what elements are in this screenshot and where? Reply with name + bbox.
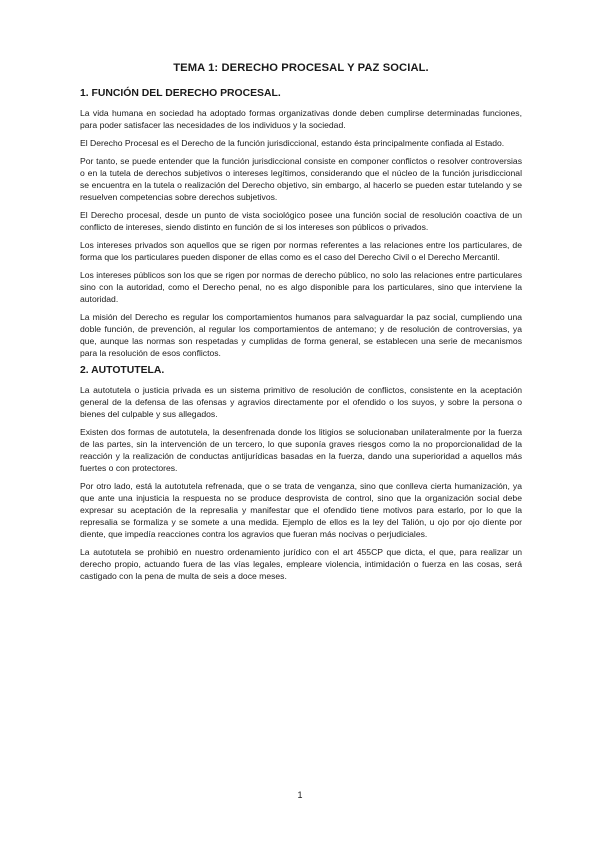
document-title: TEMA 1: DERECHO PROCESAL Y PAZ SOCIAL. (173, 62, 429, 74)
paragraph: Por otro lado, está la autotutela refrenada, que o se trata de venganza, sino que conlleva cierta humanización, ya que ante una injusticia la respuesta no se produce desprovista de control, sino que la organización social debe expresar su aceptación de la represalia y manifestar que el ofendido tiene motivos para estarlo, por lo que la represalia se formaliza y se somete a una medida. Ejemplo de ellos es la ley del Talión, u ojo por ojo diente por diente, que impedía reacciones contra los agravios que fueran más nocivas o perjudiciales. (80, 481, 522, 539)
section-funcion-derecho-procesal (80, 88, 522, 359)
section-heading: 2. AUTOTUTELA. (80, 365, 165, 376)
paragraph: Por tanto, se puede entender que la función jurisdiccional consiste en componer conflictos o resolver controversias o en la tutela de derechos subjetivos o intereses legítimos, considerando que el núcleo de la función jurisdiccional se encuentra en la tutela o realización del Derecho objetivo, sin embargo, al hacerlo se pueden estar tutelando y se resuelven competencias sobre derechos subjetivos. (80, 156, 522, 202)
paragraph: Los intereses privados son aquellos que se rigen por normas referentes a las relaciones entre los particulares, de forma que los particulares pueden disponer de ellas como es el caso del Derecho Civil o el Derecho Mercantil. (80, 240, 522, 262)
paragraph: La misión del Derecho es regular los comportamientos humanos para salvaguardar la paz social, cumpliendo una doble función, de prevención, al regular los comportamientos de antemano; y de resolución de controversias, ya que, aunque las normas son respetadas y cumplidas de forma general, se establecen una serie de mecanismos para la resolución de esos conflictos. (80, 312, 522, 358)
section-heading: 1. FUNCIÓN DEL DERECHO PROCESAL. (80, 88, 281, 99)
page-number: 1 (297, 790, 303, 800)
document-page (80, 62, 522, 588)
paragraph: El Derecho Procesal es el Derecho de la función jurisdiccional, estando ésta principalmente confiada al Estado. (80, 138, 505, 148)
paragraph: La autotutela se prohibió en nuestro ordenamiento jurídico con el art 455CP que dicta, el que, para realizar un derecho propio, actuando fuera de las vías legales, empleare violencia, intimidación o fuerza en las cosas, será castigado con la pena de multa de seis a doce meses. (80, 547, 522, 581)
paragraph: La vida humana en sociedad ha adoptado formas organizativas donde deben cumplirse determinadas funciones, para poder satisfacer las necesidades de los individuos y la sociedad. (80, 108, 522, 130)
paragraph: La autotutela o justicia privada es un sistema primitivo de resolución de conflictos, consistente en la aceptación general de la defensa de las ofensas y agravios directamente por el ofendido o los suyos, y sobre la persona o bienes del culpable y sus allegados. (80, 385, 522, 419)
paragraph: El Derecho procesal, desde un punto de vista sociológico posee una función social de resolución coactiva de un conflicto de intereses, siendo distinto en función de si los intereses son públicos o privados. (80, 210, 522, 232)
paragraph: Los intereses públicos son los que se rigen por normas de derecho público, no solo las relaciones entre particulares sino con la autoridad, como el Derecho penal, no es algo disponible para los particulares, sino que interviene la autoridad. (80, 270, 522, 304)
section-autotutela (80, 365, 522, 582)
paragraph: Existen dos formas de autotutela, la desenfrenada donde los litigios se solucionaban unilateralmente por la fuerza de las partes, sin la intervención de un tercero, lo que suponía graves riesgos como la no proporcionalidad de la reacción y la realización de conductas antijurídicas basadas en la fuerza, dando una superioridad a aquellos más fuertes o con protectores. (80, 427, 522, 473)
